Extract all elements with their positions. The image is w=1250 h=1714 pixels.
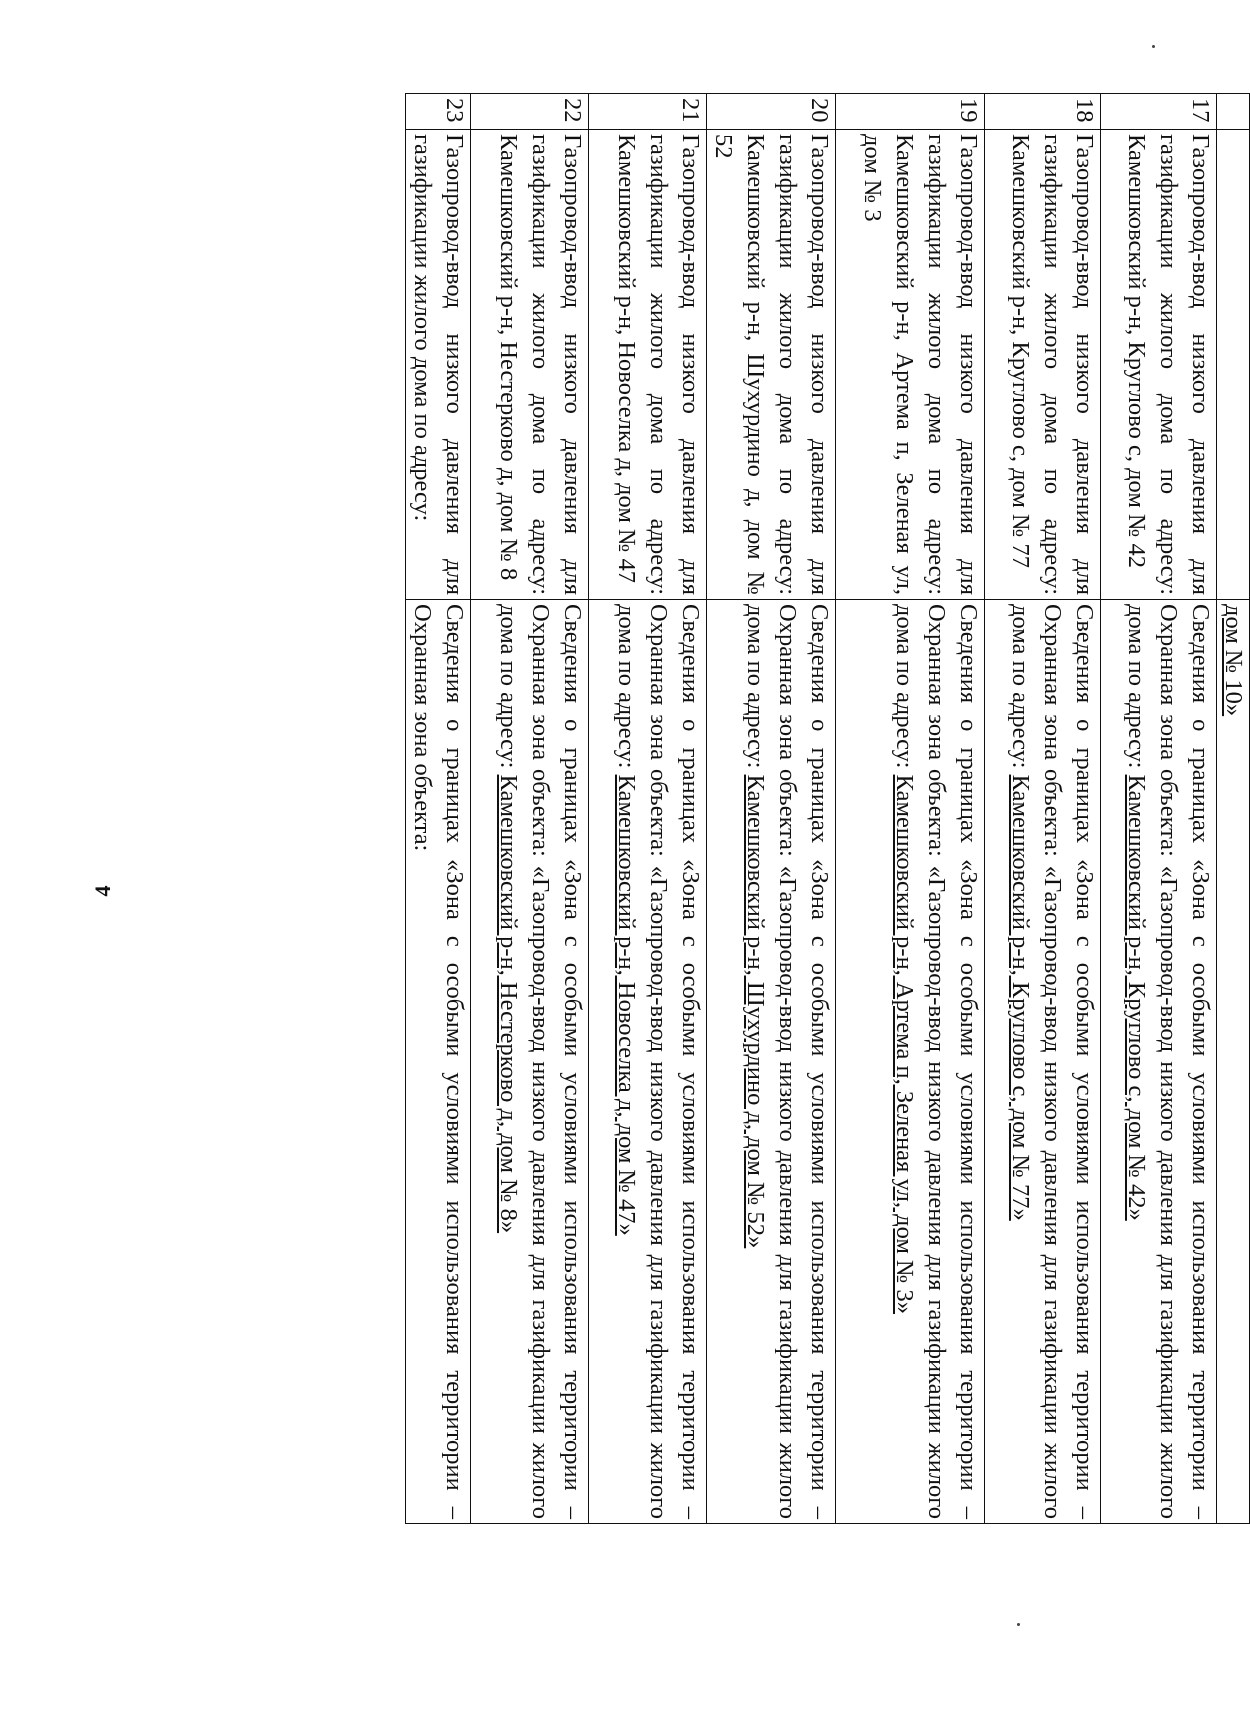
table-row — [471, 94, 589, 1524]
zone-info — [1101, 600, 1217, 1524]
zone-info-text: Сведения о границах «Зона с особыми условиями использования территории – Охранная зона объекта: «Газопровод-ввод низкого давления для газификации жилого дома по адресу: — [613, 604, 704, 1519]
table-row — [589, 94, 707, 1524]
zone-info-text: Сведения о границах «Зона с особыми условиями использования территории – Охранная зона объекта: «Газопровод-ввод низкого давления для газификации жилого дома по адресу: — [495, 604, 586, 1519]
zone-registry-table — [405, 93, 1250, 1524]
table-row — [1101, 94, 1217, 1524]
zone-info-address: Камешковский р-н, Новоселка д, дом № 47» — [613, 774, 640, 1236]
scan-speck — [1152, 45, 1155, 48]
object-name: Газопровод-ввод низкого давления для газификации жилого дома по адресу: Камешковский р-н, Круглово с, дом № 77 — [985, 130, 1101, 600]
scan-speck — [1017, 1623, 1020, 1626]
zone-info-address: Камешковский р-н, Артема п, Зеленая ул, дом № 3» — [891, 774, 918, 1314]
object-name: Газопровод-ввод низкого давления для газификации жилого дома по адресу: Камешковский р-н, Круглово с, дом № 42 — [1101, 130, 1217, 600]
row-number: 21 — [589, 94, 707, 130]
table-row — [985, 94, 1101, 1524]
row-number: 18 — [985, 94, 1101, 130]
zone-info — [471, 600, 589, 1524]
zone-info-text: Сведения о границах «Зона с особыми условиями использования территории – Охранная зона объекта: — [409, 604, 468, 1519]
table-row — [707, 94, 836, 1524]
zone-info-text: Сведения о границах «Зона с особыми условиями использования территории – Охранная зона объекта: «Газопровод-ввод низкого давления для газификации жилого дома по адресу: — [891, 604, 982, 1519]
table-row-continued — [1217, 94, 1250, 1524]
object-name: Газопровод-ввод низкого давления для газификации жилого дома по адресу: Камешковский р-н, Новоселка д, дом № 47 — [589, 130, 707, 600]
zone-info-address: Камешковский р-н, Нестерково д, дом № 8» — [495, 774, 522, 1234]
zone-info-address: Камешковский р-н, Круглово с, дом № 42» — [1123, 774, 1150, 1221]
zone-info-address: Камешковский р-н, Круглово с, дом № 77» — [1007, 774, 1034, 1221]
zone-info-text: Сведения о границах «Зона с особыми условиями использования территории – Охранная зона объекта: «Газопровод-ввод низкого давления для газификации жилого дома по адресу: — [742, 604, 833, 1519]
zone-info — [707, 600, 836, 1524]
zone-info — [406, 600, 471, 1524]
row-number: 23 — [406, 94, 471, 130]
zone-info-text: Сведения о границах «Зона с особыми условиями использования территории – Охранная зона объекта: «Газопровод-ввод низкого давления для газификации жилого дома по адресу: — [1123, 604, 1214, 1519]
zone-info-address: Камешковский р-н, Шухурдино д, дом № 52» — [742, 774, 769, 1249]
zone-info — [589, 600, 707, 1524]
table-row — [406, 94, 471, 1524]
object-name: Газопровод-ввод низкого давления для газификации жилого дома по адресу: Камешковский р-н, Нестерково д, дом № 8 — [471, 130, 589, 600]
cell-object — [1217, 130, 1250, 600]
zone-info — [836, 600, 985, 1524]
row-number: 22 — [471, 94, 589, 130]
document-table-rotated — [325, 93, 1250, 1523]
page-number: 4 — [90, 885, 115, 897]
object-name: Газопровод-ввод низкого давления для газификации жилого дома по адресу: — [406, 130, 471, 600]
zone-info — [985, 600, 1101, 1524]
cell-info: дом № 10» — [1217, 600, 1250, 1524]
table-row — [836, 94, 985, 1524]
cell-number — [1217, 94, 1250, 130]
row-number: 20 — [707, 94, 836, 130]
zone-info-text: Сведения о границах «Зона с особыми условиями использования территории – Охранная зона объекта: «Газопровод-ввод низкого давления для газификации жилого дома по адресу: — [1007, 604, 1098, 1519]
object-name: Газопровод-ввод низкого давления для газификации жилого дома по адресу: Камешковский р-н, Шухурдино д, дом № 52 — [707, 130, 836, 600]
row-number: 17 — [1101, 94, 1217, 130]
row-number: 19 — [836, 94, 985, 130]
object-name: Газопровод-ввод низкого давления для газификации жилого дома по адресу: Камешковский р-н, Артема п, Зеленая ул, дом № 3 — [836, 130, 985, 600]
